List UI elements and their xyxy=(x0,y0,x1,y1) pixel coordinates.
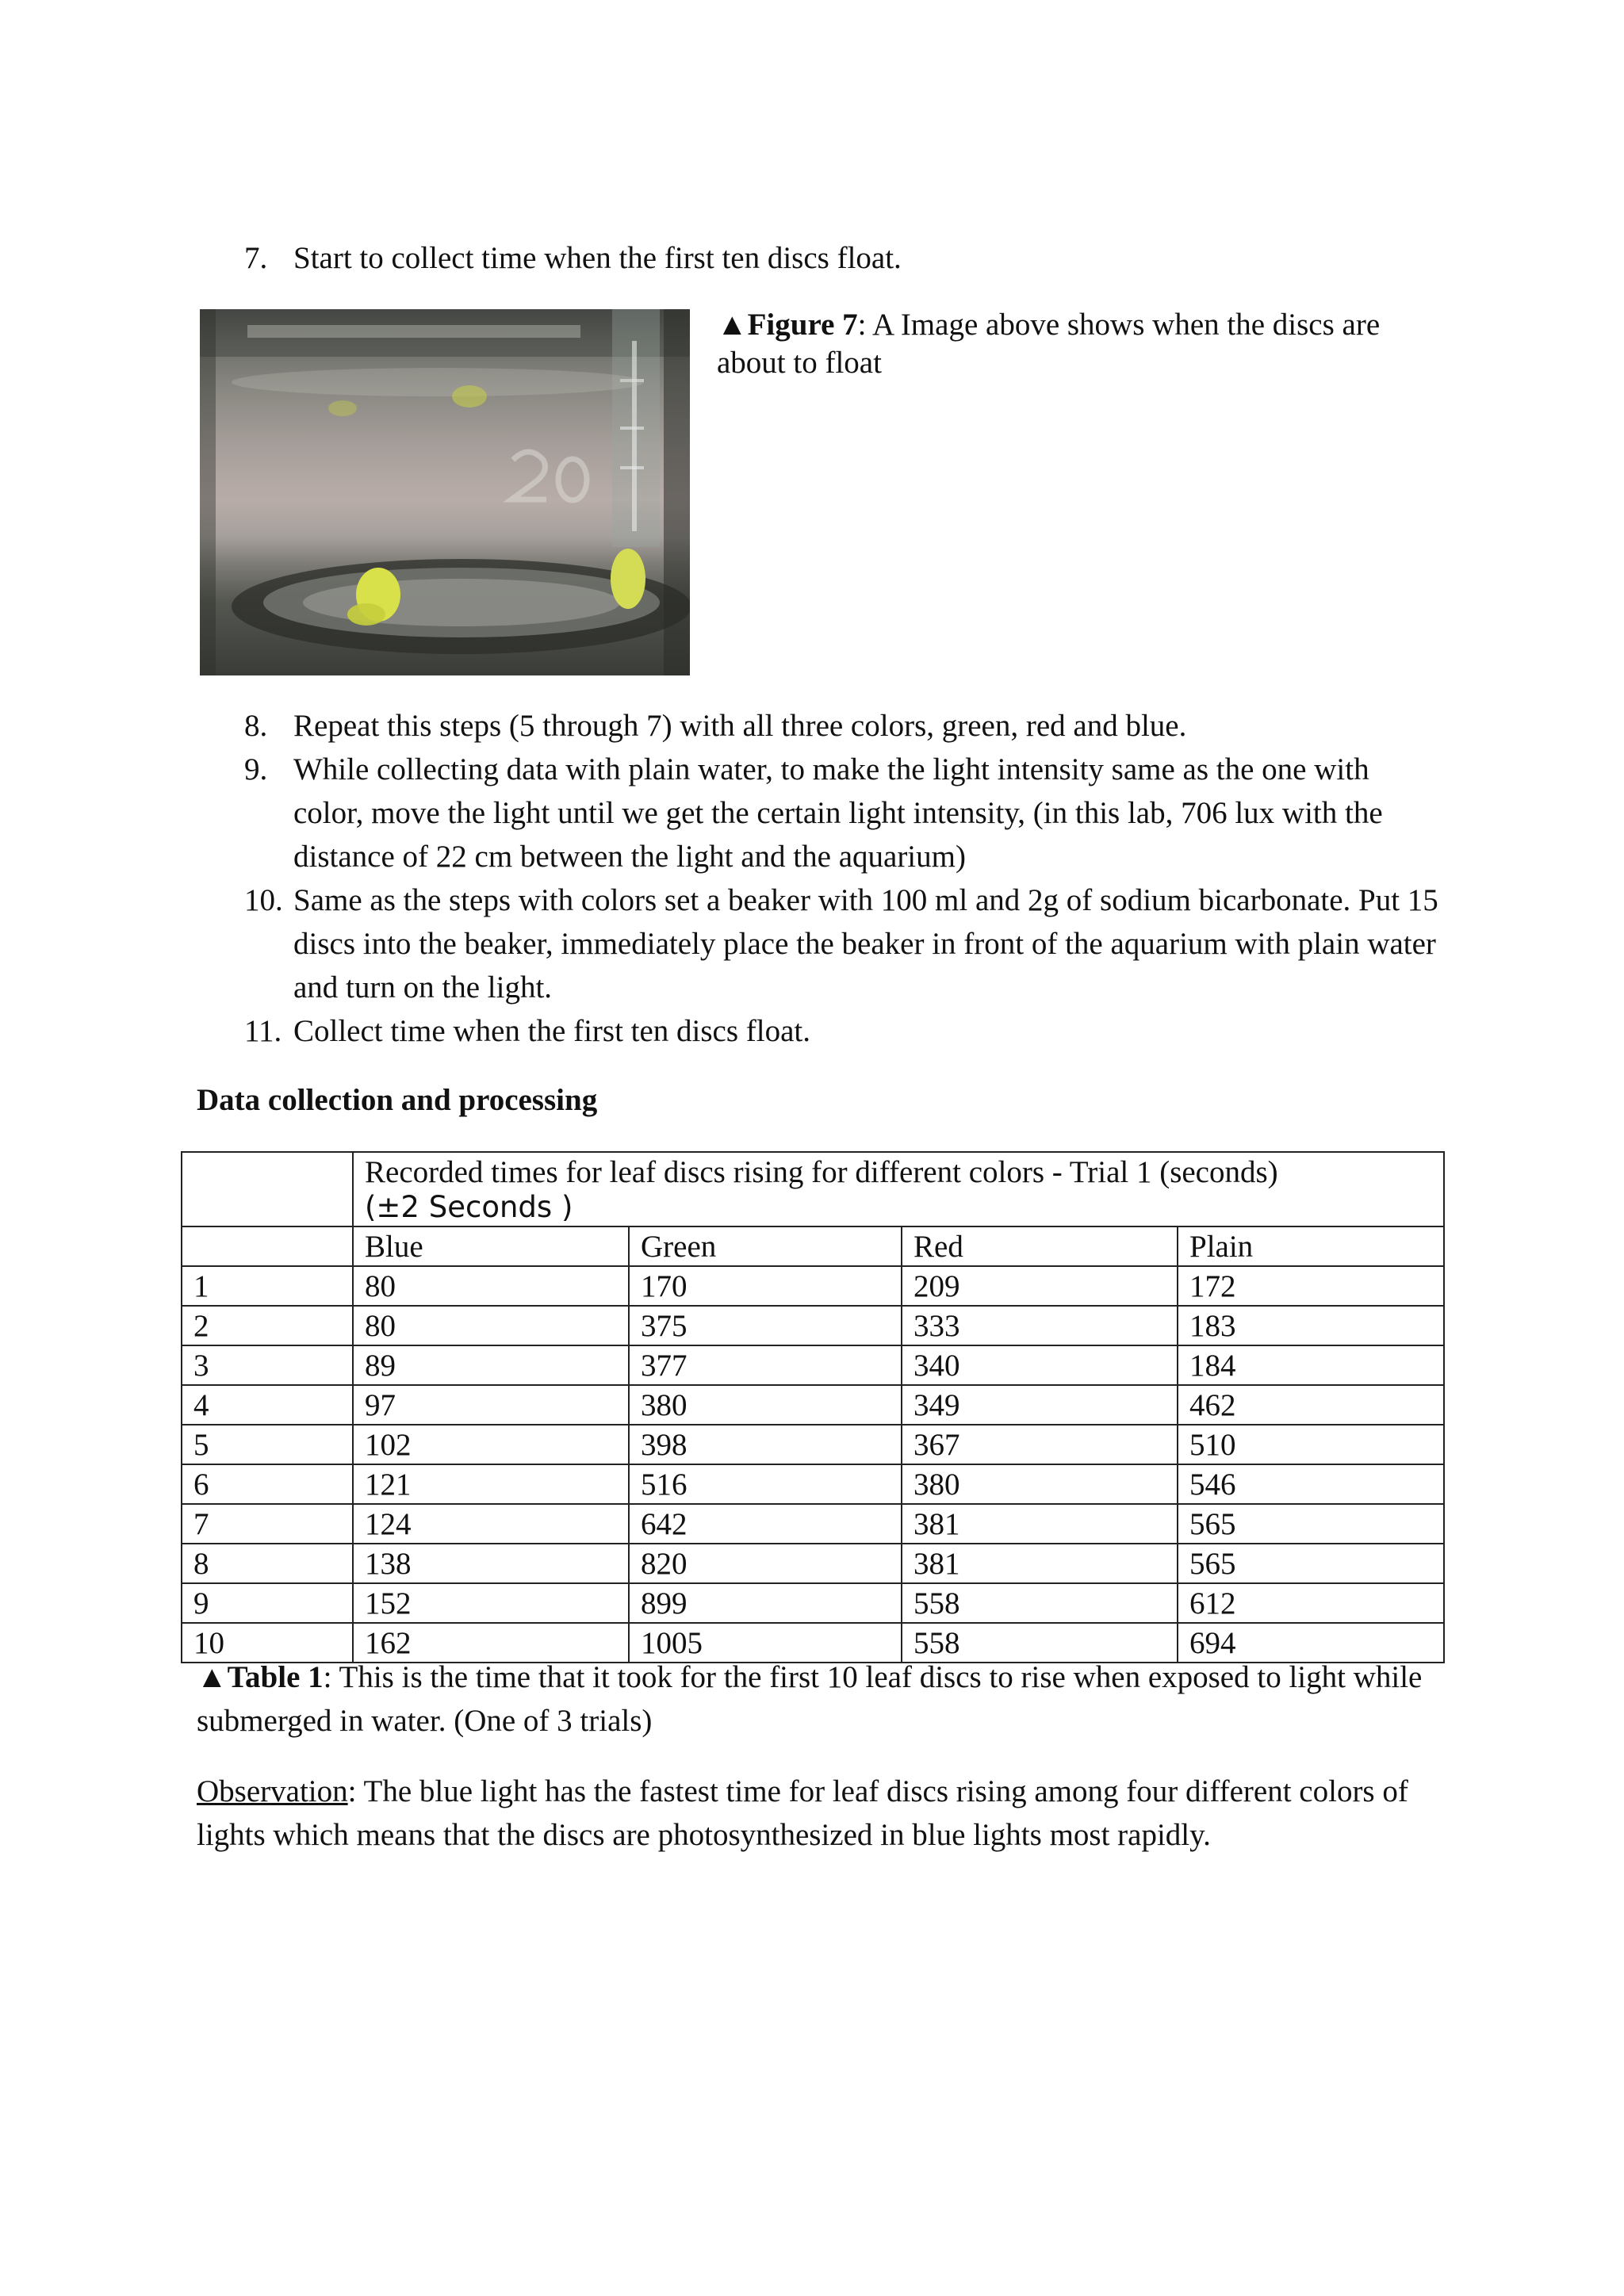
step-8 xyxy=(244,704,1440,748)
table-header-text: Recorded times for leaf discs rising for different colors - Trial 1 (seconds) xyxy=(365,1155,1278,1189)
table-cell: 170 xyxy=(629,1266,902,1306)
table-row xyxy=(182,1306,1444,1345)
column-header-green: Green xyxy=(629,1226,902,1266)
steps-list-bottom xyxy=(244,704,1440,1053)
table-cell: 565 xyxy=(1178,1504,1444,1544)
table-cell: 558 xyxy=(902,1623,1178,1663)
table-cell: 102 xyxy=(353,1425,629,1464)
table-header-row xyxy=(182,1152,1444,1226)
table-cell: 8 xyxy=(182,1544,353,1583)
triangle-marker-icon: ▲ xyxy=(717,308,748,342)
step-number: 10. xyxy=(244,883,283,917)
table-corner-cell xyxy=(182,1152,353,1226)
table-cell: 510 xyxy=(1178,1425,1444,1464)
table-row xyxy=(182,1583,1444,1623)
data-table xyxy=(181,1151,1445,1663)
table-cell: 121 xyxy=(353,1464,629,1504)
figure-caption-text: : A Image above shows when the discs are about to float xyxy=(717,308,1381,380)
column-header-blue: Blue xyxy=(353,1226,629,1266)
table-cell: 5 xyxy=(182,1425,353,1464)
table-row xyxy=(182,1544,1444,1583)
observation-paragraph xyxy=(197,1770,1450,1857)
table-cell: 97 xyxy=(353,1385,629,1425)
step-text: Same as the steps with colors set a beaker with 100 ml and 2g of sodium bicarbonate. Put 15 discs into the beaker, immediately place the beaker in front of the aquarium with plain water and turn on the light. xyxy=(293,883,1438,1004)
table-cell: 349 xyxy=(902,1385,1178,1425)
table-row xyxy=(182,1385,1444,1425)
table-1-caption xyxy=(197,1655,1450,1743)
table-cell: 694 xyxy=(1178,1623,1444,1663)
table-cell: 1 xyxy=(182,1266,353,1306)
step-11 xyxy=(244,1009,1440,1053)
table-header-cell xyxy=(353,1152,1444,1226)
table-cell: 172 xyxy=(1178,1266,1444,1306)
step-text: Repeat this steps (5 through 7) with all three colors, green, red and blue. xyxy=(293,709,1187,743)
table-cell: 80 xyxy=(353,1306,629,1345)
table-cell: 380 xyxy=(629,1385,902,1425)
figure-label: Figure 7 xyxy=(747,308,858,342)
table-cell: 377 xyxy=(629,1345,902,1385)
step-7 xyxy=(244,236,1434,280)
triangle-marker-icon: ▲ xyxy=(197,1660,228,1694)
step-number: 11. xyxy=(244,1014,282,1048)
table-cell: 546 xyxy=(1178,1464,1444,1504)
step-text: Start to collect time when the first ten discs float. xyxy=(293,241,902,275)
table-cell: 138 xyxy=(353,1544,629,1583)
table-cell: 367 xyxy=(902,1425,1178,1464)
table-cell xyxy=(182,1226,353,1266)
table-column-row xyxy=(182,1226,1444,1266)
table-cell: 820 xyxy=(629,1544,902,1583)
table-cell: 340 xyxy=(902,1345,1178,1385)
table-cell: 899 xyxy=(629,1583,902,1623)
table-cell: 462 xyxy=(1178,1385,1444,1425)
table-cell: 184 xyxy=(1178,1345,1444,1385)
table-row xyxy=(182,1504,1444,1544)
observation-text: : The blue light has the fastest time for leaf discs rising among four different colors of lights which means that the discs are photosynthesized in blue lights most rapidly. xyxy=(197,1774,1408,1852)
table-cell: 558 xyxy=(902,1583,1178,1623)
table-row xyxy=(182,1266,1444,1306)
table-cell: 80 xyxy=(353,1266,629,1306)
section-title: Data collection and processing xyxy=(197,1083,598,1117)
table-cell: 381 xyxy=(902,1544,1178,1583)
step-number: 7. xyxy=(244,241,268,275)
table-cell: 89 xyxy=(353,1345,629,1385)
observation-label: Observation xyxy=(197,1774,348,1808)
table-row xyxy=(182,1464,1444,1504)
table-cell: 152 xyxy=(353,1583,629,1623)
beaker-photo-icon xyxy=(200,309,690,675)
table-cell: 398 xyxy=(629,1425,902,1464)
step-number: 8. xyxy=(244,709,268,743)
table-cell: 642 xyxy=(629,1504,902,1544)
table-cell: 6 xyxy=(182,1464,353,1504)
table-cell: 1005 xyxy=(629,1623,902,1663)
table-cell: 124 xyxy=(353,1504,629,1544)
table-cell: 209 xyxy=(902,1266,1178,1306)
table-cell: 381 xyxy=(902,1504,1178,1544)
table-cell: 612 xyxy=(1178,1583,1444,1623)
column-header-red: Red xyxy=(902,1226,1178,1266)
table-row xyxy=(182,1345,1444,1385)
table-cell: 7 xyxy=(182,1504,353,1544)
table-cell: 10 xyxy=(182,1623,353,1663)
table-caption-text: : This is the time that it took for the first 10 leaf discs to rise when exposed to light while submerged in water. (One of 3 trials) xyxy=(197,1660,1423,1738)
table-cell: 4 xyxy=(182,1385,353,1425)
table-row xyxy=(182,1425,1444,1464)
step-number: 9. xyxy=(244,752,268,786)
steps-list-top xyxy=(244,236,1434,280)
table-cell: 183 xyxy=(1178,1306,1444,1345)
table-uncertainty: (±2 Seconds ) xyxy=(365,1190,573,1224)
table-label: Table 1 xyxy=(227,1660,324,1694)
step-text: While collecting data with plain water, to make the light intensity same as the one with color, move the light until we get the certain light intensity, (in this lab, 706 lux with the distance of 22 cm between the light and the aquarium) xyxy=(293,752,1383,874)
table-cell: 9 xyxy=(182,1583,353,1623)
table-cell: 380 xyxy=(902,1464,1178,1504)
column-header-plain: Plain xyxy=(1178,1226,1444,1266)
table-cell: 162 xyxy=(353,1623,629,1663)
table-cell: 333 xyxy=(902,1306,1178,1345)
step-10 xyxy=(244,878,1440,1009)
step-9 xyxy=(244,748,1440,878)
table-cell: 2 xyxy=(182,1306,353,1345)
figure-7-caption xyxy=(717,306,1446,382)
table-cell: 516 xyxy=(629,1464,902,1504)
step-text: Collect time when the first ten discs float. xyxy=(293,1014,811,1048)
table-cell: 375 xyxy=(629,1306,902,1345)
table-cell: 565 xyxy=(1178,1544,1444,1583)
table-cell: 3 xyxy=(182,1345,353,1385)
